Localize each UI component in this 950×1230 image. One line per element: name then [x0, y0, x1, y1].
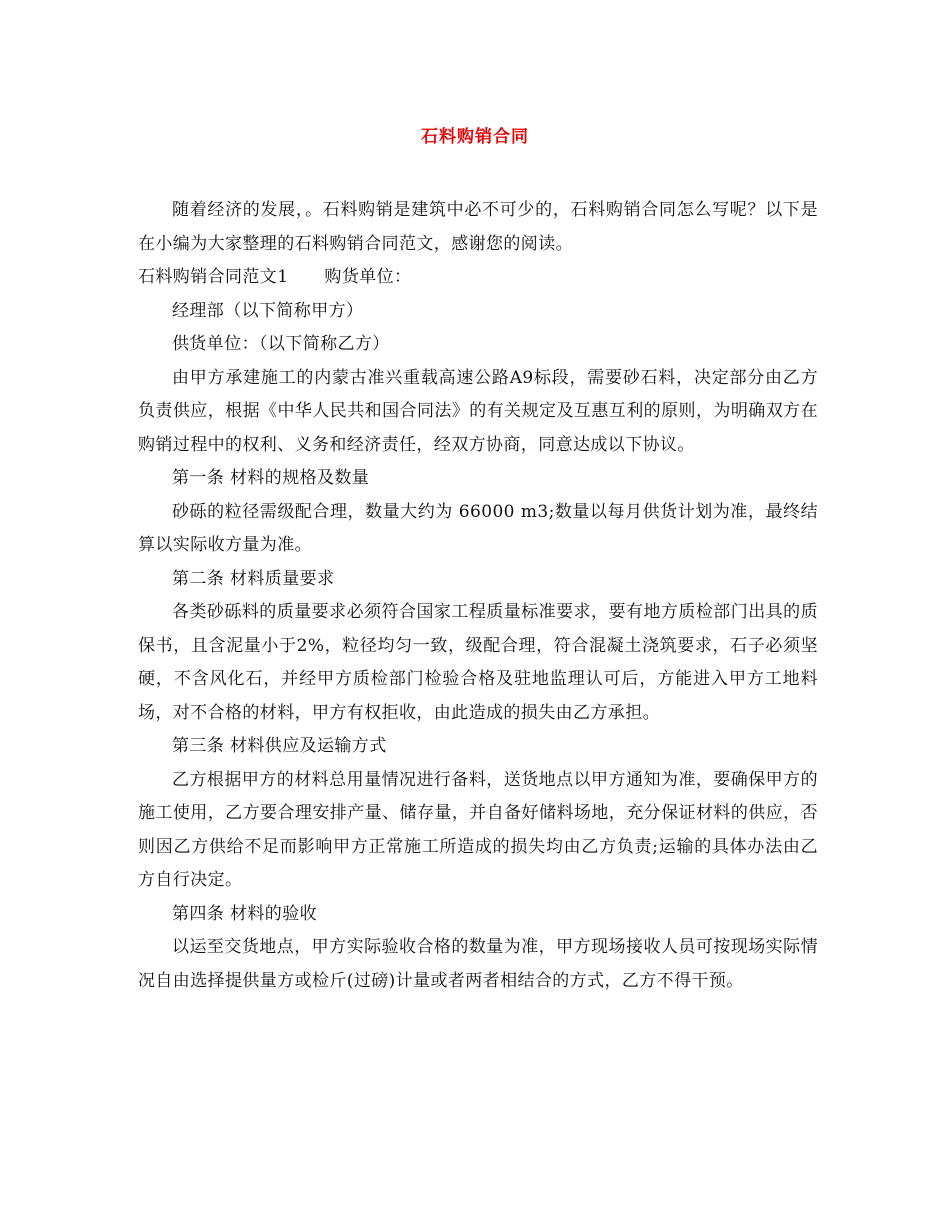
preamble-paragraph: 由甲方承建施工的内蒙古准兴重载高速公路A9标段，需要砂石料，决定部分由乙方负责供应，根据《中华人民共和国合同法》的有关规定及互惠互利的原则，为明确双方在购销过程中的权利、义务和经济责任，经双方协商，同意达成以下协议。 [138, 367, 818, 455]
article-1-text: 砂砾的粒径需级配合理，数量大约为 66000 m3;数量以每月供货计划为准，最终结算以实际收方量为准。 [138, 501, 818, 555]
party-b-line: 供货单位：（以下简称乙方） [172, 334, 390, 354]
intro-paragraph: 随着经济的发展，。石料购销是建筑中必不可少的，石料购销合同怎么写呢？以下是在小编为大家整理的石料购销合同范文，感谢您的阅读。 [138, 200, 818, 254]
buyer-label: 购货单位： [324, 267, 412, 287]
article-2-heading: 第二条 材料质量要求 [172, 568, 335, 589]
article-3-text: 乙方根据甲方的材料总用量情况进行备料，送货地点以甲方通知为准，要确保甲方的施工使用，乙方要合理安排产量、储存量，并自备好储料场地，充分保证材料的供应，否则因乙方供给不足而影响甲方正常施工所造成的损失均由乙方负责;运输的具体办法由乙方自行决定。 [138, 769, 818, 890]
article-4-heading: 第四条 材料的验收 [172, 903, 318, 924]
document-body [138, 194, 818, 998]
article-2-text: 各类砂砾料的质量要求必须符合国家工程质量标准要求，要有地方质检部门出具的质保书，且含泥量小于2%，粒径均匀一致，级配合理，符合混凝土浇筑要求，石子必须坚硬，不含风化石，并经甲方质检部门检验合格及驻地监理认可后，方能进入甲方工地料场，对不合格的材料，甲方有权拒收，由此造成的损失由乙方承担。 [138, 602, 818, 723]
party-a-line: 经理部（以下简称甲方） [172, 300, 364, 321]
article-3-heading: 第三条 材料供应及运输方式 [172, 736, 387, 756]
article-1-heading: 第一条 材料的规格及数量 [172, 468, 370, 488]
article-4-text: 以运至交货地点，甲方实际验收合格的数量为准，甲方现场接收人员可按现场实际情况自由选择提供量方或检斤(过磅)计量或者两者相结合的方式，乙方不得干预。 [138, 937, 818, 991]
contract-sample-line [138, 261, 818, 295]
document-title: 石料购销合同 [421, 127, 529, 147]
sample-heading: 石料购销合同范文1 [138, 267, 289, 287]
